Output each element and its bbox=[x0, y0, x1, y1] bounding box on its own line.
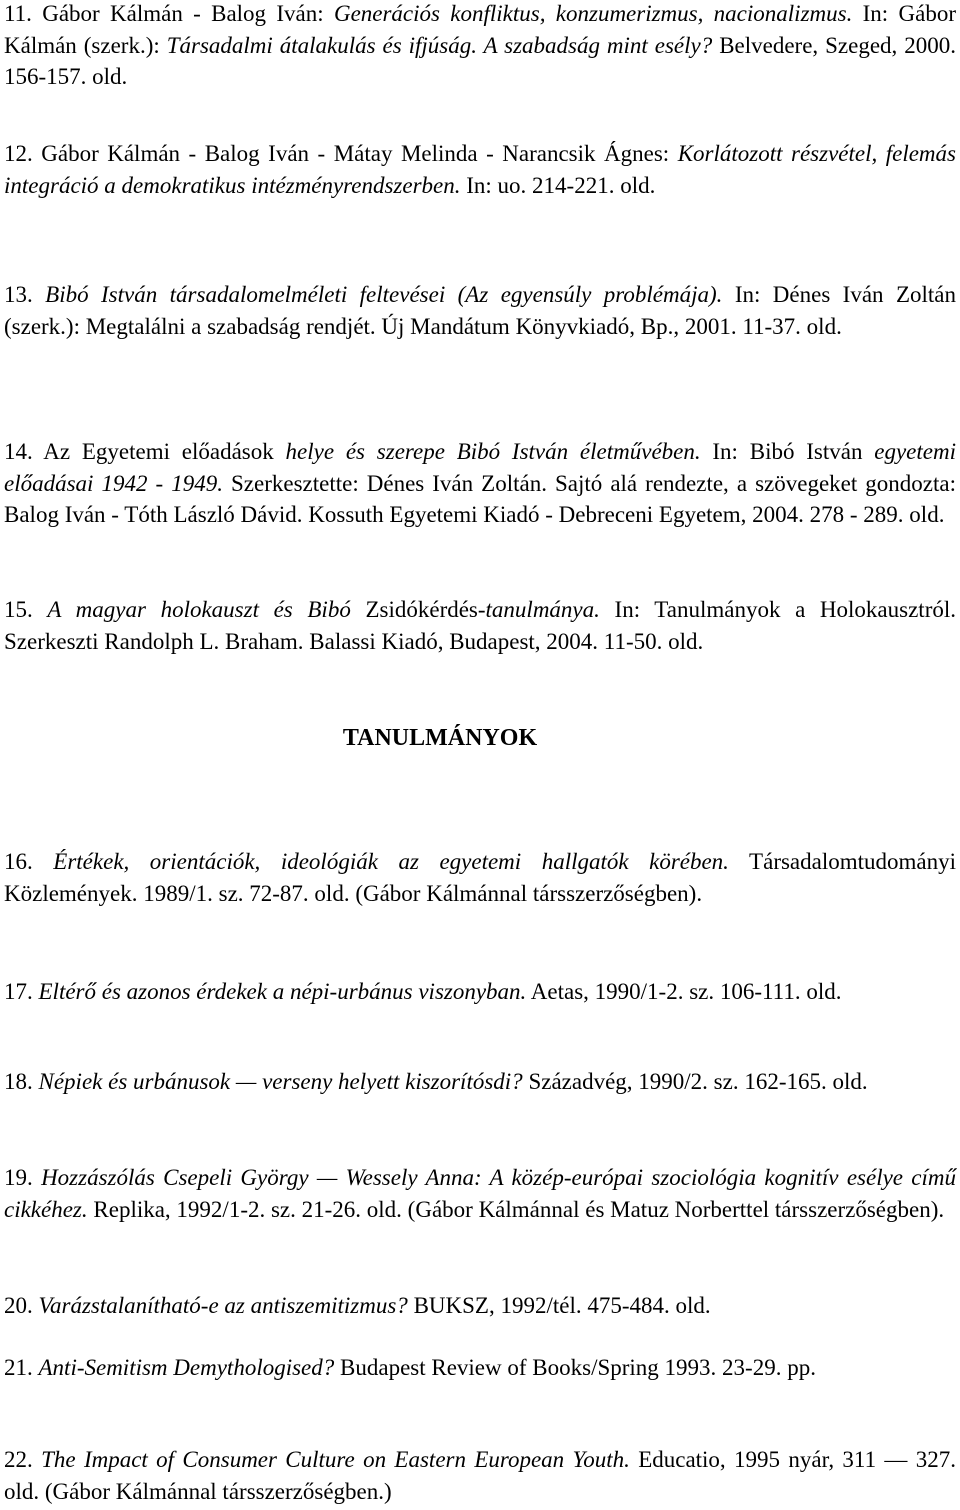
entry-text: Gábor Kálmán - Balog Iván - Mátay Melinda - Narancsik Ágnes: bbox=[32, 141, 678, 166]
bibliography-entry bbox=[4, 846, 956, 909]
bibliography-entry bbox=[4, 279, 956, 342]
entry-text: Aetas, 1990/1-2. sz. 106-111. old. bbox=[526, 979, 842, 1004]
entry-title-text: Értékek, orientációk, ideológiák az egyetemi hallgatók körében. bbox=[53, 849, 729, 874]
entry-number: 15. bbox=[4, 597, 33, 622]
entry-text: Budapest Review of Books/Spring 1993. 23-29. pp. bbox=[334, 1355, 816, 1380]
entry-number: 13. bbox=[4, 282, 33, 307]
entry-title-text: A magyar holokauszt és Bibó bbox=[47, 597, 351, 622]
entry-text: In: Gábor Kálmán (szerk.): bbox=[4, 1, 956, 58]
bibliography-entry bbox=[4, 1066, 956, 1098]
section-heading-tanulmanyok: TANULMÁNYOK bbox=[342, 725, 538, 751]
entry-text bbox=[33, 849, 54, 874]
entry-title-text: Generációs konfliktus, konzumerizmus, nacionalizmus. bbox=[333, 1, 853, 26]
entry-text: Gábor Kálmán - Balog Iván: bbox=[31, 1, 334, 26]
entry-title-text: Hozzászólás Csepeli György — Wessely Anna: A közép-európai szociológia kognitív esélye című cikkéhez. bbox=[4, 1165, 957, 1222]
entry-text: Belvedere, Szeged, 2000. 156-157. old. bbox=[4, 32, 956, 89]
bibliography-entry bbox=[4, 976, 956, 1008]
entry-number: 18. bbox=[4, 1069, 33, 1094]
entry-title-text: Eltérő és azonos érdekek a népi-urbánus viszonyban. bbox=[38, 979, 527, 1004]
bibliography-entry bbox=[4, 436, 956, 531]
bibliography-entry bbox=[4, 138, 956, 201]
entry-title-text: Népiek és urbánusok — verseny helyett kiszorítósdi? bbox=[38, 1069, 523, 1094]
entry-text: Zsidókérdés- bbox=[350, 597, 486, 622]
bibliography-entry bbox=[4, 0, 956, 93]
entry-number: 20. bbox=[4, 1293, 33, 1318]
entry-text: Az Egyetemi előadások bbox=[32, 439, 286, 464]
entry-number: 12. bbox=[4, 141, 33, 166]
entry-title-text: helye és szerepe Bibó István életművében. bbox=[285, 439, 701, 464]
entry-text: In: Dénes Iván Zoltán (szerk.): Megtalálni a szabadság rendjét. Új Mandátum Könyvkiadó, Bp., 2001. 11-37. old. bbox=[4, 282, 957, 339]
entry-number: 21. bbox=[4, 1355, 33, 1380]
entry-text bbox=[33, 597, 48, 622]
entry-text bbox=[33, 1447, 41, 1472]
entry-text bbox=[33, 1165, 41, 1190]
entry-text: Szerkesztette: Dénes Iván Zoltán. Sajtó alá rendezte, a szövegeket gondozta: Balog Iván - Tóth László Dávid. Kossuth Egyetemi Kiadó - Debreceni Egyetem, 2004. 278 - 289. old. bbox=[4, 470, 956, 527]
entry-text: In: Tanulmányok a Holokausztról. Szerkeszti Randolph L. Braham. Balassi Kiadó, Budapest, 2004. 11-50. old. bbox=[4, 597, 956, 654]
entry-title-text: Anti-Semitism Demythologised? bbox=[38, 1355, 335, 1380]
bibliography-entry bbox=[4, 1444, 956, 1507]
entry-number: 11. bbox=[4, 1, 32, 26]
bibliography-entry bbox=[4, 1290, 956, 1322]
entry-text: In: uo. 214-221. old. bbox=[460, 172, 656, 198]
entry-number: 17. bbox=[4, 979, 33, 1004]
entry-text: Társadalomtudományi Közlemények. 1989/1. sz. 72-87. old. (Gábor Kálmánnal társszerzőségben). bbox=[4, 849, 956, 906]
bibliography-entry bbox=[4, 1352, 956, 1384]
entry-text: BUKSZ, 1992/tél. 475-484. old. bbox=[407, 1293, 711, 1318]
entry-text: Replika, 1992/1-2. sz. 21-26. old. (Gábor Kálmánnal és Matuz Norberttel társszerzőségben). bbox=[87, 1196, 945, 1222]
entry-text: In: Bibó István bbox=[700, 439, 875, 464]
entry-title-text: Bibó István társadalomelméleti feltevései (Az egyensúly problémája). bbox=[32, 282, 723, 307]
entry-title-text: The Impact of Consumer Culture on Eastern European Youth. bbox=[41, 1447, 630, 1472]
entry-title-text: tanulmánya. bbox=[485, 597, 600, 622]
bibliography-entry bbox=[4, 1162, 956, 1225]
entry-title-text: Társadalmi átalakulás és ifjúság. A szabadság mint esély? bbox=[166, 32, 713, 58]
entry-number: 19. bbox=[4, 1165, 33, 1190]
entry-number: 14. bbox=[4, 439, 33, 464]
entry-number: 22. bbox=[4, 1447, 33, 1472]
entry-text: Századvég, 1990/2. sz. 162-165. old. bbox=[522, 1069, 868, 1094]
entry-title-text: Varázstalanítható-e az antiszemitizmus? bbox=[38, 1293, 408, 1318]
entry-title-text: Korlátozott részvétel, felemás integráció a demokratikus intézményrendszerben. bbox=[4, 141, 956, 198]
entry-number: 16. bbox=[4, 849, 33, 874]
entry-title-text: egyetemi előadásai 1942 - 1949. bbox=[4, 439, 956, 496]
bibliography-entry bbox=[4, 594, 956, 657]
entry-text: Educatio, 1995 nyár, 311 — 327. old. (Gábor Kálmánnal társszerzőségben.) bbox=[4, 1447, 957, 1504]
